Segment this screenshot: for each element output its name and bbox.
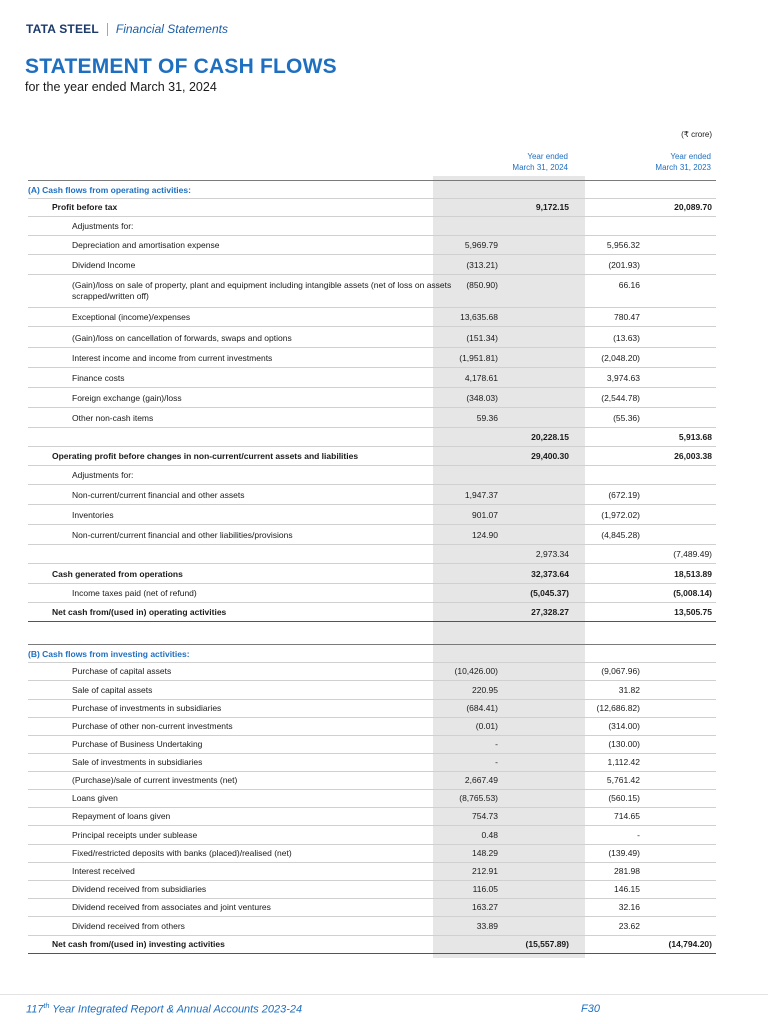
table-row bbox=[28, 935, 716, 954]
row-label: Adjustments for: bbox=[72, 221, 134, 231]
cell-d: (5,008.14) bbox=[673, 588, 712, 598]
cell-a: (151.34) bbox=[466, 333, 498, 343]
cell-a: 212.91 bbox=[472, 866, 498, 876]
table-row bbox=[28, 236, 716, 255]
cell-a: (0.01) bbox=[475, 721, 498, 731]
cell-a: (684.41) bbox=[466, 703, 498, 713]
cell-c: (672.19) bbox=[608, 490, 640, 500]
cell-a: 2,667.49 bbox=[464, 775, 498, 785]
row-label: Purchase of Business Undertaking bbox=[72, 739, 203, 749]
cell-a: 4,178.61 bbox=[464, 373, 498, 383]
table-row bbox=[28, 428, 716, 447]
row-label: Dividend received from associates and joint ventures bbox=[72, 902, 271, 912]
footer-divider bbox=[0, 994, 768, 995]
row-label: Loans given bbox=[72, 793, 118, 803]
table-row bbox=[28, 526, 716, 545]
table-row bbox=[28, 389, 716, 408]
row-label: Sale of capital assets bbox=[72, 685, 153, 695]
table-row bbox=[28, 329, 716, 348]
row-label: (B) Cash flows from investing activities: bbox=[28, 649, 190, 659]
cell-d: 5,913.68 bbox=[678, 432, 712, 442]
cell-b: 9,172.15 bbox=[535, 202, 569, 212]
cell-c: (4,845.28) bbox=[601, 530, 640, 540]
page-number: F30 bbox=[581, 1003, 600, 1015]
cell-a: 163.27 bbox=[472, 902, 498, 912]
row-label: (Gain)/loss on sale of property, plant and equipment including intangible assets (net of loss on assets scrapped/written off) bbox=[72, 280, 452, 301]
cell-c: 5,956.32 bbox=[606, 240, 640, 250]
table-row bbox=[28, 807, 716, 826]
row-label: Cash generated from operations bbox=[52, 569, 183, 579]
cell-a: (8,765.53) bbox=[459, 793, 498, 803]
table-row bbox=[28, 862, 716, 881]
cell-c: (55.36) bbox=[613, 413, 640, 423]
cell-a: - bbox=[495, 757, 498, 767]
cell-c: - bbox=[637, 830, 640, 840]
table-row bbox=[28, 409, 716, 428]
table-row bbox=[28, 603, 716, 622]
row-label: Exceptional (income)/expenses bbox=[72, 312, 191, 322]
cell-a: 220.95 bbox=[472, 685, 498, 695]
row-label: Profit before tax bbox=[52, 202, 118, 212]
table-row bbox=[28, 753, 716, 772]
cell-c: (139.49) bbox=[608, 848, 640, 858]
table-row bbox=[28, 308, 716, 327]
column-header-previous-line1: Year ended bbox=[670, 152, 711, 161]
cell-a: 754.73 bbox=[472, 811, 498, 821]
page-header bbox=[26, 21, 228, 37]
cell-a: (1,951.81) bbox=[459, 353, 498, 363]
cell-b: 20,228.15 bbox=[531, 432, 569, 442]
table-row bbox=[28, 584, 716, 603]
page-subtitle: for the year ended March 31, 2024 bbox=[25, 80, 217, 94]
row-label: Interest income and income from current investments bbox=[72, 353, 273, 363]
cell-a: - bbox=[495, 739, 498, 749]
table-row bbox=[28, 256, 716, 275]
cell-d: (7,489.49) bbox=[673, 549, 712, 559]
table-row bbox=[28, 898, 716, 917]
cell-c: (201.93) bbox=[608, 260, 640, 270]
footer-report-title bbox=[26, 1003, 302, 1016]
cell-a: 33.89 bbox=[476, 921, 498, 931]
table-row bbox=[28, 662, 716, 681]
cell-c: 146.15 bbox=[614, 884, 640, 894]
column-header-current-line1: Year ended bbox=[527, 152, 568, 161]
row-label: Repayment of loans given bbox=[72, 811, 171, 821]
table-row bbox=[28, 880, 716, 899]
row-label: Income taxes paid (net of refund) bbox=[72, 588, 197, 598]
cell-d: 20,089.70 bbox=[674, 202, 712, 212]
footer-edition-suffix: th bbox=[43, 1003, 50, 1010]
table-row bbox=[28, 506, 716, 525]
cell-c: (560.15) bbox=[608, 793, 640, 803]
cell-c: 5,761.42 bbox=[606, 775, 640, 785]
row-label: Purchase of investments in subsidiaries bbox=[72, 703, 222, 713]
cell-b: (15,557.89) bbox=[525, 939, 569, 949]
row-label: Fixed/restricted deposits with banks (placed)/realised (net) bbox=[72, 848, 292, 858]
cell-c: 3,974.63 bbox=[606, 373, 640, 383]
cell-c: 32.16 bbox=[618, 902, 640, 912]
cell-c: (314.00) bbox=[608, 721, 640, 731]
table-row bbox=[28, 644, 716, 663]
table-row bbox=[28, 486, 716, 505]
cell-c: 281.98 bbox=[614, 866, 640, 876]
cell-c: 66.16 bbox=[618, 280, 640, 290]
row-label: Dividend received from subsidiaries bbox=[72, 884, 207, 894]
cell-b: 27,328.27 bbox=[531, 607, 569, 617]
table-row bbox=[28, 565, 716, 584]
row-label: (A) Cash flows from operating activities: bbox=[28, 185, 191, 195]
table-row bbox=[28, 180, 716, 199]
cell-a: 13,635.68 bbox=[460, 312, 498, 322]
cell-a: 116.05 bbox=[472, 884, 498, 894]
cell-c: (9,067.96) bbox=[601, 666, 640, 676]
row-label: Non-current/current financial and other assets bbox=[72, 490, 245, 500]
table-row bbox=[28, 369, 716, 388]
cell-c: 780.47 bbox=[614, 312, 640, 322]
table-row bbox=[28, 826, 716, 845]
cell-d: 18,513.89 bbox=[674, 569, 712, 579]
table-row bbox=[28, 917, 716, 936]
cell-a: (348.03) bbox=[466, 393, 498, 403]
cell-d: 26,003.38 bbox=[674, 451, 712, 461]
currency-unit: (₹ crore) bbox=[681, 130, 712, 139]
table-row bbox=[28, 717, 716, 736]
cell-a: (10,426.00) bbox=[454, 666, 498, 676]
row-label: (Purchase)/sale of current investments (net) bbox=[72, 775, 238, 785]
cell-a: 0.48 bbox=[481, 830, 498, 840]
row-label: Sale of investments in subsidiaries bbox=[72, 757, 203, 767]
cell-c: 1,112.42 bbox=[607, 757, 640, 767]
table-row bbox=[28, 735, 716, 754]
cell-b: 32,373.64 bbox=[531, 569, 569, 579]
row-label: Principal receipts under sublease bbox=[72, 830, 198, 840]
cell-c: (2,544.78) bbox=[601, 393, 640, 403]
cell-c: 23.62 bbox=[618, 921, 640, 931]
table-row bbox=[28, 217, 716, 236]
column-header-previous bbox=[601, 151, 711, 173]
row-label: Inventories bbox=[72, 510, 114, 520]
row-label: (Gain)/loss on cancellation of forwards, swaps and options bbox=[72, 333, 292, 343]
cell-a: (313.21) bbox=[466, 260, 498, 270]
page-title: STATEMENT OF CASH FLOWS bbox=[25, 55, 337, 78]
table-row bbox=[28, 699, 716, 718]
cell-d: 13,505.75 bbox=[674, 607, 712, 617]
footer-edition-number: 117 bbox=[26, 1003, 44, 1016]
row-label: Adjustments for: bbox=[72, 470, 134, 480]
row-label: Dividend Income bbox=[72, 260, 136, 270]
table-row bbox=[28, 198, 716, 217]
table-row bbox=[28, 771, 716, 790]
cell-b: 29,400.30 bbox=[531, 451, 569, 461]
column-header-current bbox=[458, 151, 568, 173]
row-label: Purchase of other non-current investments bbox=[72, 721, 233, 731]
cell-a: 148.29 bbox=[472, 848, 498, 858]
row-label: Foreign exchange (gain)/loss bbox=[72, 393, 182, 403]
cell-c: 31.82 bbox=[618, 685, 640, 695]
row-label: Operating profit before changes in non-current/current assets and liabilities bbox=[52, 451, 359, 461]
cell-a: 124.90 bbox=[472, 530, 498, 540]
cell-a: 1,947.37 bbox=[464, 490, 498, 500]
column-header-current-line2: March 31, 2024 bbox=[512, 163, 568, 172]
row-label: Depreciation and amortisation expense bbox=[72, 240, 220, 250]
row-label: Net cash from/(used in) operating activities bbox=[52, 607, 227, 617]
row-label: Purchase of capital assets bbox=[72, 666, 172, 676]
table-row bbox=[28, 276, 716, 308]
row-label: Interest received bbox=[72, 866, 135, 876]
brand-logo: TATA STEEL bbox=[26, 22, 99, 36]
table-row bbox=[28, 844, 716, 863]
cell-a: 901.07 bbox=[472, 510, 498, 520]
cell-c: (12,686.82) bbox=[596, 703, 640, 713]
table-row bbox=[28, 545, 716, 564]
section-name: Financial Statements bbox=[115, 22, 228, 36]
column-header-previous-line2: March 31, 2023 bbox=[655, 163, 711, 172]
cell-c: (1,972.02) bbox=[601, 510, 640, 520]
table-row bbox=[28, 349, 716, 368]
row-label: Dividend received from others bbox=[72, 921, 185, 931]
cell-a: (850.90) bbox=[466, 280, 498, 290]
cell-c: (2,048.20) bbox=[601, 353, 640, 363]
table-row bbox=[28, 789, 716, 808]
row-label: Other non-cash items bbox=[72, 413, 154, 423]
cell-a: 59.36 bbox=[476, 413, 498, 423]
cell-c: (13.63) bbox=[613, 333, 640, 343]
cell-c: (130.00) bbox=[608, 739, 640, 749]
header-divider bbox=[107, 23, 108, 36]
footer-edition-text: Year Integrated Report & Annual Accounts 2023-24 bbox=[49, 1003, 303, 1016]
table-row bbox=[28, 681, 716, 700]
table-row bbox=[28, 447, 716, 466]
table-row bbox=[28, 466, 716, 485]
row-label: Net cash from/(used in) investing activities bbox=[52, 939, 225, 949]
cell-d: (14,794.20) bbox=[668, 939, 712, 949]
cell-b: 2,973.34 bbox=[535, 549, 569, 559]
row-label: Non-current/current financial and other liabilities/provisions bbox=[72, 530, 293, 540]
cell-a: 5,969.79 bbox=[464, 240, 498, 250]
cell-b: (5,045.37) bbox=[530, 588, 569, 598]
cell-c: 714.65 bbox=[614, 811, 640, 821]
row-label: Finance costs bbox=[72, 373, 125, 383]
